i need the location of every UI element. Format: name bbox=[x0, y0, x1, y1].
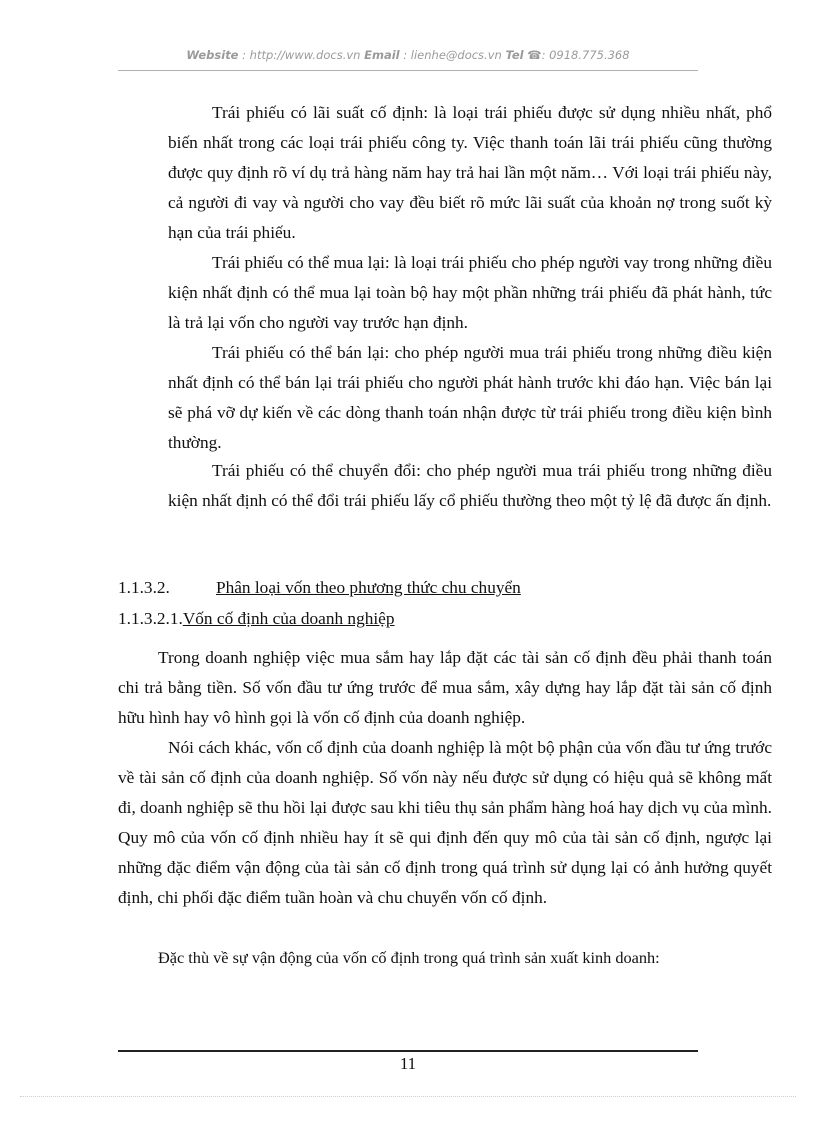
email-label: Email bbox=[364, 48, 400, 62]
subsection-title: Vốn cố định của doanh nghiệp bbox=[182, 609, 395, 628]
tel-label: Tel bbox=[505, 48, 524, 62]
paragraph-callable-bond: Trái phiếu có thể mua lại: là loại trái phiếu cho phép người vay trong những điều kiện nhất định có thể mua lại toàn bộ hay một phần những trái phiếu đã phát hành, tức là trả lại vốn cho người vay trước hạn định. bbox=[168, 253, 772, 332]
paragraph-puttable-bond: Trái phiếu có thể bán lại: cho phép người mua trái phiếu trong những điều kiện nhất định có thể bán lại trái phiếu cho người phát hành trước khi đáo hạn. Việc bán lại sẽ phá vỡ dự kiến về các dòng thanh toán nhận được từ trái phiếu trong điều kiện bình thường. bbox=[168, 343, 772, 452]
paragraph-fixed-capital-detail: Nói cách khác, vốn cố định của doanh nghiệp là một bộ phận của vốn đầu tư ứng trước về tài sản cố định của doanh nghiệp. Số vốn này nếu được sử dụng có hiệu quả sẽ không mất đi, doanh nghiệp sẽ thu hồi lại được sau khi tiêu thụ sản phẩm hàng hoá hay dịch vụ của mình. Quy mô của vốn cố định nhiều hay ít sẽ qui định đến quy mô của tài sản cố định, ngược lại những đặc điểm vận động của tài sản cố định trong quá trình sử dụng lại có ảnh hưởng quyết định, chi phối đặc điểm tuần hoàn và chu chuyển vốn cố định. bbox=[118, 738, 772, 907]
page-number: 11 bbox=[399, 1054, 417, 1073]
website-value: : http://www.docs.vn bbox=[242, 48, 361, 62]
section-number: 1.1.3.2. bbox=[118, 578, 170, 597]
tel-value: : 0918.775.368 bbox=[541, 48, 630, 62]
subsection-heading bbox=[118, 607, 394, 631]
subsection-number: 1.1.3.2.1. bbox=[118, 609, 183, 628]
header-divider bbox=[118, 70, 698, 71]
paragraph-convertible-bond: Trái phiếu có thể chuyển đổi: cho phép người mua trái phiếu trong những điều kiện nhất định có thể đổi trái phiếu lấy cổ phiếu thường theo một tỷ lệ đã được ấn định. bbox=[168, 461, 772, 510]
website-label: Website bbox=[186, 48, 239, 62]
paragraph-fixed-rate-bond: Trái phiếu có lãi suất cố định: là loại trái phiếu được sử dụng nhiều nhất, phổ biến nhất trong các loại trái phiếu công ty. Việc thanh toán lãi trái phiếu cũng thường được quy định rõ ví dụ trả hàng năm hay trả hai lần một năm… Với loại trái phiếu này, cả người đi vay và người cho vay đều biết rõ mức lãi suất của khoản nợ trong suốt kỳ hạn của trái phiếu. bbox=[168, 103, 772, 242]
section-title: Phân loại vốn theo phương thức chu chuyển bbox=[216, 578, 521, 597]
page-bottom-border bbox=[20, 1096, 796, 1097]
section-heading bbox=[118, 576, 521, 600]
paragraph-fixed-capital-intro: Trong doanh nghiệp việc mua sắm hay lắp đặt các tài sản cố định đều phải thanh toán chi trả bằng tiền. Số vốn đầu tư ứng trước để mua sắm, xây dựng hay lắp đặt tài sản cố định hữu hình hay vô hình gọi là vốn cố định của doanh nghiệp. bbox=[118, 648, 772, 727]
paragraph-characteristics-lead: Đặc thù về sự vận động của vốn cố định trong quá trình sản xuất kinh doanh: bbox=[158, 948, 660, 967]
phone-icon: ☎ bbox=[527, 48, 542, 62]
page-header bbox=[118, 48, 698, 62]
email-value: : lienhe@docs.vn bbox=[403, 48, 502, 62]
